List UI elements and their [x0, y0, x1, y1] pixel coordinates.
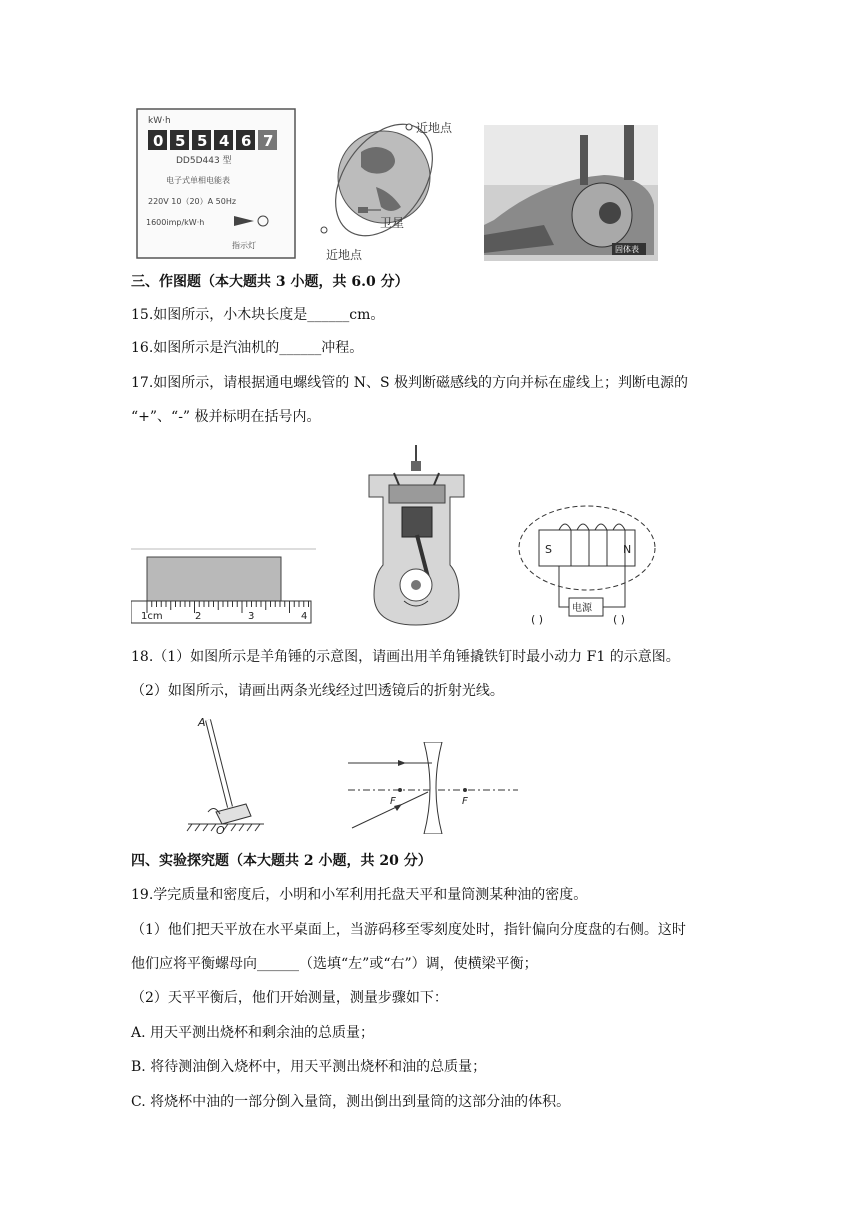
question-19-2: （2）天平平衡后，他们开始测量，测量步骤如下：	[131, 990, 448, 1006]
meter-name: 电子式单相电能表	[166, 176, 230, 185]
meter-imp: 1600imp/kW·h	[146, 218, 205, 227]
meter-unit: kW·h	[148, 116, 171, 126]
bracket-right: ( )	[613, 613, 626, 626]
gasoline-engine-figure	[364, 445, 469, 630]
meter-digit: 0	[153, 132, 164, 150]
meter-indicator-label: 指示灯	[232, 241, 256, 250]
pole-s-label: S	[545, 543, 552, 556]
meter-model: DD5D443 型	[176, 156, 232, 166]
solenoid-figure	[517, 500, 657, 630]
photo-watermark: 固体表	[615, 245, 639, 254]
label-satellite: 卫星	[380, 216, 405, 230]
meter-digit: 5	[175, 132, 186, 150]
ruler-block-figure	[131, 545, 316, 625]
power-source-label: 电源	[572, 603, 592, 614]
meter-rating: 220V 10（20）A 50Hz	[148, 197, 237, 206]
point-a-label: A	[198, 716, 206, 729]
pole-n-label: N	[623, 543, 632, 556]
step-b: B. 将待测油倒入烧杯中，用天平测出烧杯和油的总质量；	[131, 1059, 487, 1075]
question-18-2: （2）如图所示，请画出两条光线经过凹透镜后的折射光线。	[131, 683, 504, 699]
section-3-heading: 三、作图题（本大题共 3 小题，共 6.0 分）	[131, 274, 409, 290]
meter-digit: 5	[197, 132, 208, 150]
meter-digit: 4	[219, 132, 230, 150]
question-19-1-line-1: （1）他们把天平放在水平桌面上，当游码移至零刻度处时，指针偏向分度盘的右侧。这时	[131, 922, 686, 938]
ruler-unit-label: 1cm	[141, 611, 163, 622]
meter-digit: 6	[241, 132, 252, 150]
step-a: A. 用天平测出烧杯和剩余油的总质量；	[131, 1025, 375, 1041]
point-o-label: O	[216, 824, 225, 836]
question-18-1: 18.（1）如图所示是羊角锤的示意图，请画出用羊角锤撬铁钉时最小动力 F1 的示意图。	[131, 649, 680, 665]
ruler-tick-2: 2	[195, 611, 202, 622]
label-perigee-top: 近地点	[416, 121, 453, 135]
focal-point-left-label: F	[390, 796, 396, 807]
concave-lens-figure	[348, 742, 518, 834]
question-15: 15.如图所示，小木块长度是______cm。	[131, 307, 385, 323]
electric-meter-figure	[136, 108, 296, 259]
question-17-line-2: “+”、“-” 极并标明在括号内。	[131, 409, 321, 425]
question-17-line-1: 17.如图所示，请根据通电螺线管的 N、S 极判断磁感线的方向并标在虚线上；判断电源的	[131, 375, 689, 391]
bracket-left: ( )	[531, 613, 544, 626]
label-perigee-bottom: 近地点	[326, 248, 363, 262]
ruler-tick-4: 4	[301, 611, 308, 622]
meter-digit: 7	[263, 132, 274, 150]
step-c: C. 将烧杯中油的一部分倒入量筒，测出倒出到量筒的这部分油的体积。	[131, 1094, 571, 1110]
question-16: 16.如图所示是汽油机的______冲程。	[131, 340, 364, 356]
ruler-tick-3: 3	[248, 611, 255, 622]
section-4-heading: 四、实验探究题（本大题共 2 小题，共 20 分）	[131, 853, 432, 869]
question-19-1-line-2: 他们应将平衡螺母向______（选填“左”或“右”）调，使横梁平衡；	[131, 956, 538, 972]
satellite-orbit-figure	[306, 112, 476, 264]
spacecraft-photo	[484, 125, 658, 261]
claw-hammer-figure	[186, 712, 266, 836]
focal-point-right-label: F	[462, 796, 468, 807]
question-19: 19.学完质量和密度后，小明和小军利用托盘天平和量筒测某种油的密度。	[131, 887, 588, 903]
